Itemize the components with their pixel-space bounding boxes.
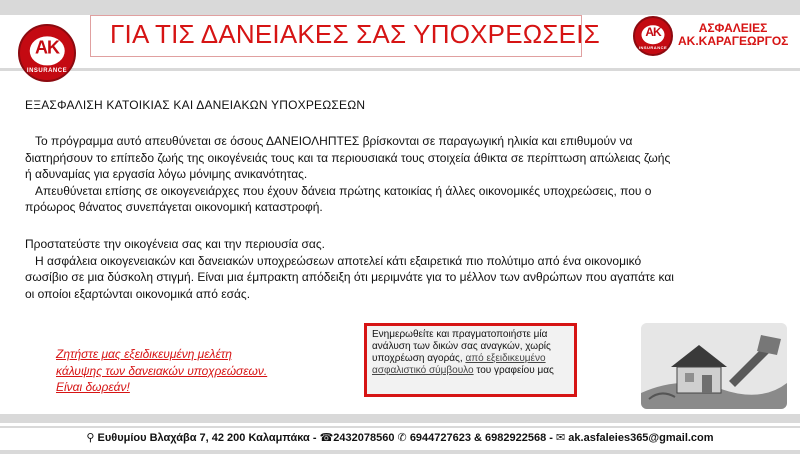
intro-text-b: Απευθύνεται επίσης σε οικογενειάρχες που έχουν δάνεια πρώτης κατοικίας ή άλλες οικονομικές υποχρεώσεις, που ο πρόωρος θάνατος συνεπάγεται οικονομική καταστροφή. xyxy=(25,183,652,214)
brand-name xyxy=(678,22,788,48)
brand-logo xyxy=(633,16,673,56)
footer-bottom-bar xyxy=(0,450,800,454)
brand-logo-text: AK xyxy=(645,25,661,40)
footer-divider xyxy=(0,426,800,428)
footer-top-bar xyxy=(0,414,800,423)
header-divider xyxy=(0,68,800,71)
logo-text: AK xyxy=(35,37,59,58)
contact-footer xyxy=(0,431,800,444)
company-logo xyxy=(18,24,76,82)
advisor-link[interactable]: από εξειδικευμένο ασφαλιστικό σύμβουλο xyxy=(372,353,546,376)
cta-line-3: Είναι δωρεάν! xyxy=(56,380,130,394)
email-icon: ✉ xyxy=(556,432,566,444)
notice-text-after: του γραφείου μας xyxy=(476,365,554,376)
benefit-text-a: Προστατεύστε την οικογένεια σας και την περιουσία σας. xyxy=(25,237,325,251)
advisor-notice-box xyxy=(364,323,577,397)
footer-address: Ευθυμίου Βλαχάβα 7, 42 200 Καλαμπάκα - xyxy=(97,432,317,444)
phone-icon: ☎ xyxy=(319,432,334,444)
intro-text-a: Το πρόγραμμα αυτό απευθύνεται σε όσους ΔΑΝΕΙΟΛΗΠΤΕΣ βρίσκονται σε παραγωγική ηλικία και επιθυμούν να διατηρήσουν το επίπεδο ζωής της οικογένειάς τους και τα περιουσιακά τους στοιχεία άθικτα σε περίπτωση απώλειας ζωής ή αδυναμίας για εργασία λόγω μόνιμης ανικανότητας. xyxy=(25,134,671,181)
cta-line-2: κάλυψης των δανειακών υποχρεώσεων. xyxy=(56,363,268,378)
free-study-callout[interactable] xyxy=(56,346,267,396)
section-title: ΕΞΑΣΦΑΛΙΣΗ ΚΑΤΟΙΚΙΑΣ ΚΑΙ ΔΑΝΕΙΑΚΩΝ ΥΠΟΧΡΕΩΣΕΩΝ xyxy=(25,98,366,112)
brand-line-1: ΑΣΦΑΛΕΙΕΣ xyxy=(698,21,768,35)
logo-subtitle: INSURANCE xyxy=(26,68,68,74)
mobile-icon: ✆ xyxy=(397,432,407,444)
header-top-bar xyxy=(0,0,800,15)
cta-line-1: Ζητήστε μας εξειδικευμένη μελέτη xyxy=(56,347,232,361)
notice-text-before: Ενημερωθείτε και πραγματοποιήστε μία ανάλυση των δικών σας αναγκών, χωρίς υποχρέωση αγοράς, xyxy=(372,329,551,364)
brand-line-2: ΑΚ.ΚΑΡΑΓΕΩΡΓΟΣ xyxy=(678,34,789,48)
benefit-paragraph xyxy=(25,236,675,302)
house-illustration-svg xyxy=(641,323,787,409)
benefit-text-b: Η ασφάλεια οικογενειακών και δανειακών υποχρεώσεων αποτελεί κάτι εξαιρετικά πιο πολύτιμο από ένα οικονομικό σωσίβιο σε μια δύσκολη στιγμή. Είναι μια έμπρακτη απόδειξη ότι μεριμνάτε για το μέλλον των ανθρώπων που αγαπάτε και οι οποίοι εξαρτώνται οικονομικά από εσάς. xyxy=(25,253,674,301)
page-title: ΓΙΑ ΤΙΣ ΔΑΝΕΙΑΚΕΣ ΣΑΣ ΥΠΟΧΡΕΩΣΕΙΣ xyxy=(110,19,600,49)
house-illustration xyxy=(641,323,787,409)
intro-paragraph xyxy=(25,133,675,216)
footer-phone[interactable]: 2432078560 xyxy=(333,432,395,444)
footer-email[interactable]: ak.asfaleies365@gmail.com xyxy=(568,432,714,444)
location-icon: ⚲ xyxy=(86,432,95,444)
brand-logo-subtitle: INSURANCE xyxy=(638,45,668,50)
header xyxy=(0,0,800,88)
footer-mobile[interactable]: 6944727623 & 6982922568 - xyxy=(409,432,553,444)
